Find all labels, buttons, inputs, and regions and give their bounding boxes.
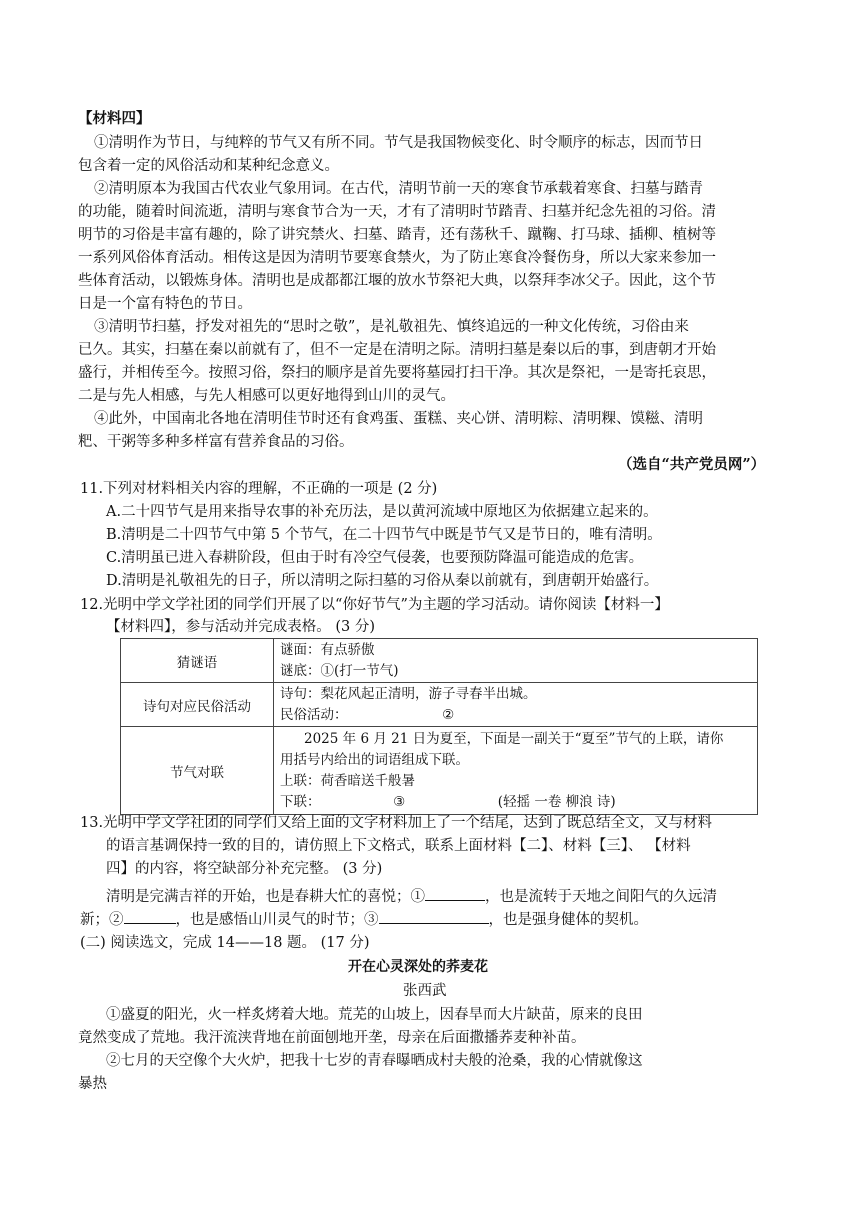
material4-heading: 【材料四】 bbox=[78, 110, 151, 127]
table-row bbox=[121, 727, 758, 815]
q11-option-b: B.清明是二十四节气中第 5 个节气，在二十四节气中既是节气又是节日的，唯有清明。 bbox=[106, 527, 662, 543]
q13-fill1a: 清明是完满吉祥的开始，也是春耕大忙的喜悦；① bbox=[106, 889, 425, 905]
material4-line: ④此外，中国南北各地在清明佳节时还有食鸡蛋、蛋糕、夹心饼、清明粽、清明粿、馍糍、清明 bbox=[94, 411, 703, 427]
riddle-answer-blank[interactable]: 谜底：①(打一节气) bbox=[280, 662, 399, 679]
material4-line: 些体育活动，以锻炼身体。清明也是成都都江堰的放水节祭祀大典，以祭拜李冰父子。因此，这个节 bbox=[78, 273, 716, 289]
q13-line1: 13.光明中学文学社团的同学们又给上面的文字材料加上了一个结尾，达到了既总结全文，又与材料 bbox=[80, 815, 713, 831]
section2-heading: (二) 阅读选文，完成 14——18 题。 (17 分) bbox=[80, 935, 370, 951]
q13-fill1b: ，也是流转于天地之间阳气的久远清 bbox=[485, 889, 717, 905]
q13-line3: 四】的内容，将空缺部分补充完整。 (3 分) bbox=[106, 861, 383, 877]
couplet-word-hint: (轻摇 一卷 柳浪 诗) bbox=[497, 793, 616, 810]
riddle-question: 谜面：有点骄傲 bbox=[280, 641, 375, 658]
poem-custom-cell bbox=[274, 683, 758, 727]
fill-blank-2[interactable] bbox=[124, 907, 176, 924]
article-paragraph-line: 暴热 bbox=[78, 1076, 107, 1092]
q11-stem: 11.下列对材料相关内容的理解，不正确的一项是 (2 分) bbox=[80, 481, 438, 497]
couplet-cell bbox=[274, 727, 758, 815]
q13-fill-line2 bbox=[80, 907, 648, 931]
article-title: 开在心灵深处的荞麦花 bbox=[348, 959, 488, 975]
fill-blank-1[interactable] bbox=[425, 884, 485, 901]
q12-line1: 12.光明中学文学社团的同学们开展了以“你好节气”为主题的学习活动。请你阅读【材料一】 bbox=[80, 597, 669, 613]
material4-line: 明节的习俗是丰富有趣的，除了讲究禁火、扫墓、踏青，还有荡秋千、蹴鞠、打马球、插柳、植树等 bbox=[78, 227, 716, 243]
material4-line: ②清明原本为我国古代农业气象用词。在古代，清明节前一天的寒食节承载着寒食、扫墓与踏青 bbox=[94, 181, 703, 197]
couplet-instruction-cont: 用括号内给出的词语组成下联。 bbox=[280, 751, 469, 768]
q11-option-a: A.二十四节气是用来指导农事的补充历法，是以黄河流域中原地区为依据建立起来的。 bbox=[106, 504, 658, 520]
material4-line: 一系列风俗体育活动。相传这是因为清明节要寒食禁火，为了防止寒食冷餐伤身，所以大家来参加一 bbox=[78, 250, 716, 266]
material4-line: ①清明作为节日，与纯粹的节气又有所不同。节气是我国物候变化、时令顺序的标志，因而节日 bbox=[94, 135, 703, 151]
material4-line: 已久。其实，扫墓在秦以前就有了，但不一定是在清明之际。清明扫墓是秦以后的事，到唐朝才开始 bbox=[78, 342, 716, 358]
article-paragraph-line: ①盛夏的阳光，火一样炙烤着大地。荒芜的山坡上，因春旱而大片缺苗，原来的良田 bbox=[106, 1007, 643, 1023]
couplet-upper: 上联：荷香暗送千般暑 bbox=[280, 772, 415, 789]
material4-line: 粑、干粥等多种多样富有营养食品的习俗。 bbox=[78, 434, 354, 450]
table-row bbox=[121, 639, 758, 683]
q11-option-d: D.清明是礼敬祖先的日子，所以清明之际扫墓的习俗从秦以前就有，到唐朝开始盛行。 bbox=[106, 573, 659, 589]
material4-source: （选自“共产党员网”） bbox=[618, 456, 766, 473]
couplet-lower-label: 下联： bbox=[280, 793, 321, 810]
couplet-label: 节气对联 bbox=[121, 727, 274, 815]
q12-line2: 【材料四】，参与活动并完成表格。 (3 分) bbox=[106, 619, 376, 635]
table-row bbox=[121, 683, 758, 727]
material4-line: 的功能，随着时间流逝，清明与寒食节合为一天，才有了清明时节踏青、扫墓并纪念先祖的习俗。清 bbox=[78, 204, 716, 220]
q12-table bbox=[120, 638, 758, 815]
riddle-label: 猜谜语 bbox=[121, 639, 274, 683]
riddle-cell bbox=[274, 639, 758, 683]
blank-mark-3: ③ bbox=[393, 793, 406, 810]
material4-line: 二是与先人相感，与先人相感可以更好地得到山川的灵气。 bbox=[78, 388, 455, 404]
q13-fill2b: ，也是感悟山川灵气的时节；③ bbox=[175, 912, 379, 928]
article-author: 张西武 bbox=[403, 983, 447, 999]
couplet-instruction: 2025 年 6 月 21 日为夏至，下面是一副关于“夏至”节气的上联，请你 bbox=[304, 730, 724, 747]
material4-line: 盛行，并相传至今。按照习俗，祭扫的顺序是首先要将墓园打扫干净。其次是祭祀，一是寄托哀思， bbox=[78, 365, 716, 381]
article-paragraph-line: ②七月的天空像个大火炉，把我十七岁的青春曝晒成村夫般的沧桑，我的心情就像这 bbox=[106, 1053, 643, 1069]
poem-line: 诗句：梨花风起正清明，游子寻春半出城。 bbox=[280, 685, 537, 702]
poem-custom-label: 诗句对应民俗活动 bbox=[121, 683, 274, 727]
fill-blank-3[interactable] bbox=[379, 907, 489, 924]
custom-activity-blank[interactable] bbox=[280, 705, 751, 726]
q11-option-c: C.清明虽已进入春耕阶段，但由于时有冷空气侵袭，也要预防降温可能造成的危害。 bbox=[106, 550, 644, 566]
couplet-lower-blank[interactable] bbox=[280, 792, 751, 813]
q13-fill-line1 bbox=[106, 884, 717, 908]
custom-activity-label: 民俗活动： bbox=[280, 706, 348, 723]
article-paragraph-line: 竟然变成了荒地。我汗流浃背地在前面刨地开垄，母亲在后面撒播荞麦种补苗。 bbox=[78, 1030, 586, 1046]
q13-line2: 的语言基调保持一致的目的，请仿照上下文格式，联系上面材料【二】、材料【三】、 【材料 bbox=[106, 838, 691, 854]
q13-fill2a: 新；② bbox=[80, 912, 124, 928]
material4-line: 包含着一定的风俗活动和某种纪念意义。 bbox=[78, 158, 339, 174]
blank-mark-2: ② bbox=[442, 706, 455, 723]
material4-line: ③清明节扫墓，抒发对祖先的“思时之敬”，是礼敬祖先、慎终追远的一种文化传统，习俗由来 bbox=[94, 319, 689, 335]
material4-line: 日是一个富有特色的节日。 bbox=[78, 296, 252, 312]
q13-fill2c: ，也是强身健体的契机。 bbox=[488, 912, 648, 928]
